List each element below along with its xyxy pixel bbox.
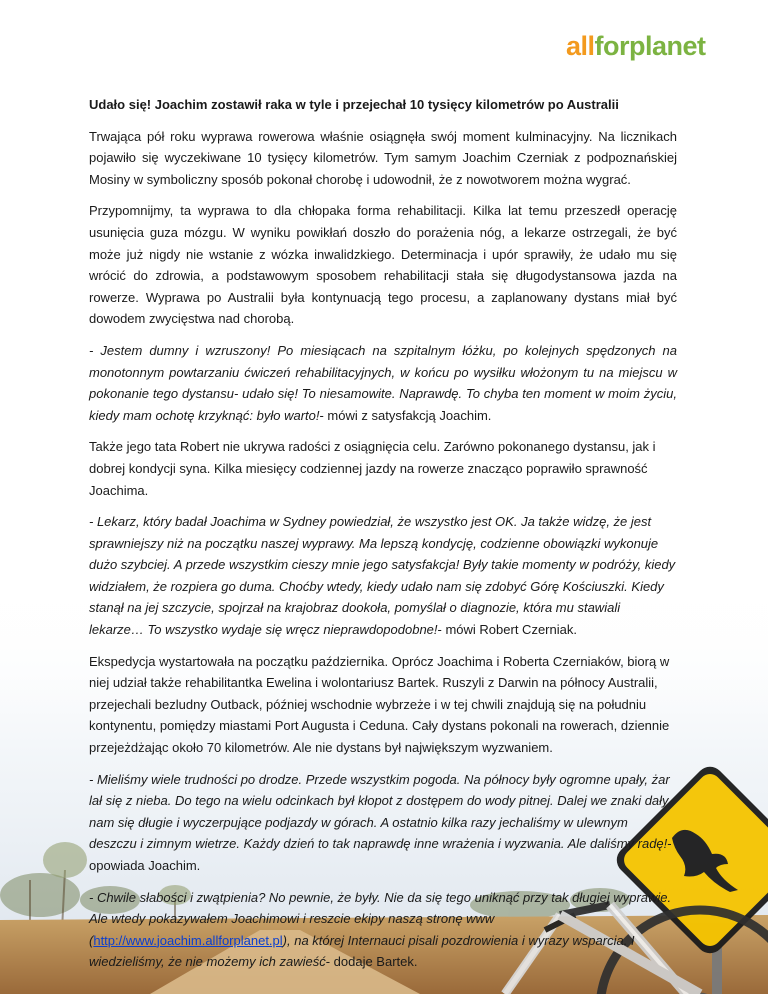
- quote-bartek-b: ), na której Internauci pisali pozdrowienia i wyrazy wsparcia. I wiedzieliśmy, że nie możemy ich zawieść: [89, 932, 635, 970]
- attribution-joachim-1: - mówi z satysfakcją Joachim.: [319, 407, 492, 423]
- paragraph-5: [89, 511, 677, 641]
- website-link[interactable]: http://www.joachim.allforplanet.pl: [93, 932, 283, 948]
- attribution-joachim-2: - opowiada Joachim.: [89, 836, 672, 873]
- paragraph-8: [89, 887, 677, 973]
- paragraph-6: Ekspedycja wystartowała na początku października. Oprócz Joachima i Roberta Czerniaków, biorą w niej udział także rehabilitantka Ewelina i wolontariusz Bartek. Ruszyli z Darwin na północy Australii, przejechali bezludny Outback, później wschodnie wybrzeże i w tej chwili znajdują się na południu kontynentu, pomiędzy miastami Port Augusta i Ceduna. Cały dystans pokonali na rowerach, dziennie przejeżdżając około 70 kilometrów. Ale nie dystans był największym wyzwaniem.: [89, 653, 670, 756]
- quote-robert: - Lekarz, który badał Joachima w Sydney powiedział, że wszystko jest OK. Ja także widzę, że jest sprawniejszy niż na początku naszej wyprawy. Ma lepszą kondycję, codzienne obowiązki wykonuje dużo szybciej. A przede wszystkim cieszy mnie jego satysfakcja! Były takie momenty w podróży, kiedy widziałem, że rozpiera go duma. Choćby wtedy, kiedy udało nam się zdobyć Górę Kościuszki. Kiedy stanął na jej szczycie, spojrzał na krajobraz dookoła, pomyślał o diagnozie, która mu stawiali lekarze… To wszystko wydaje się wręcz nieprawdopodobne!: [89, 514, 676, 638]
- quote-joachim-2: - Mieliśmy wiele trudności po drodze. Przede wszystkim pogoda. Na północy były ogromne upały, żar lał się z nieba. Do tego na wielu odcinkach był kłopot z dostępem do wody pitnej. Dalej we znaki dały nam się długie i wyczerpujące podjazdy w górach. A ostatnio kilka razy jechaliśmy w ulewnym deszczu i zimnym wietrze. Każdy dzień to tak naprawdę inne wrażenia i wyzwania. Ale daliśmy radę!: [89, 771, 670, 852]
- paragraph-7: [89, 769, 677, 877]
- attribution-bartek: - dodaje Bartek.: [325, 954, 418, 970]
- attribution-robert: - mówi Robert Czerniak.: [437, 622, 577, 638]
- paragraph-1: Trwająca pół roku wyprawa rowerowa właśnie osiągnęła swój moment kulminacyjny. Na licznikach pojawiło się wyczekiwane 10 tysięcy kilometrów. Tym samym Joachim Czerniak z podpoznańskiej Mosiny w symboliczny sposób pokonał chorobę i udowodnił, że z nowotworem można wygrać.: [89, 128, 677, 187]
- allforplanet-logo: [566, 30, 706, 62]
- logo-part-all: all: [566, 31, 595, 61]
- logo-part-forplanet: forplanet: [594, 31, 706, 61]
- article-title: Udało się! Joachim zostawił raka w tyle i przejechał 10 tysięcy kilometrów po Australii: [89, 97, 619, 112]
- paragraph-4: Także jego tata Robert nie ukrywa radości z osiągnięcia celu. Zarówno pokonanego dystansu, jak i dobrej kondycji syna. Kilka miesięcy codziennej jazdy na rowerze znacząco poprawiło sprawność Joachima.: [89, 439, 656, 498]
- paragraph-3: [89, 340, 677, 426]
- paragraph-2: Przypomnijmy, ta wyprawa to dla chłopaka forma rehabilitacji. Kilka lat temu przeszedł operację usunięcia guza mózgu. W wyniku powikłań doszło do porażenia nóg, a lekarze ostrzegali, że być może już nigdy nie wstanie z wózka inwalidzkiego. Determinacja i upór sprawiły, że udało mu się wrócić do zdrowia, a podstawowym sposobem rehabilitacji stała się długodystansowa jazda na rowerze. Wyprawa po Australii była kontynuacją tego procesu, a zaplanowany dystans miał być dowodem zwycięstwa nad chorobą.: [89, 203, 677, 327]
- quote-bartek-a: - Chwile słabości i zwątpienia? No pewnie, że były. Nie da się tego uniknąć przy tak długiej wyprawie. Ale wtedy pokazywałem Joachimowi i reszcie ekipy naszą stronę www (: [89, 889, 672, 948]
- quote-joachim-1: - Jestem dumny i wzruszony! Po miesiącach na szpitalnym łóżku, po kolejnych spędzonych na monotonnym powtarzaniu ćwiczeń rehabilitacyjnych, w końcu po wysiłku włożonym tu na miejscu w pokonanie tego dystansu- udało się! To niesamowite. Naprawdę. To chyba ten moment w moim życiu, kiedy mam ochotę krzyknąć: było warto!: [89, 342, 677, 423]
- article-body: [89, 94, 677, 983]
